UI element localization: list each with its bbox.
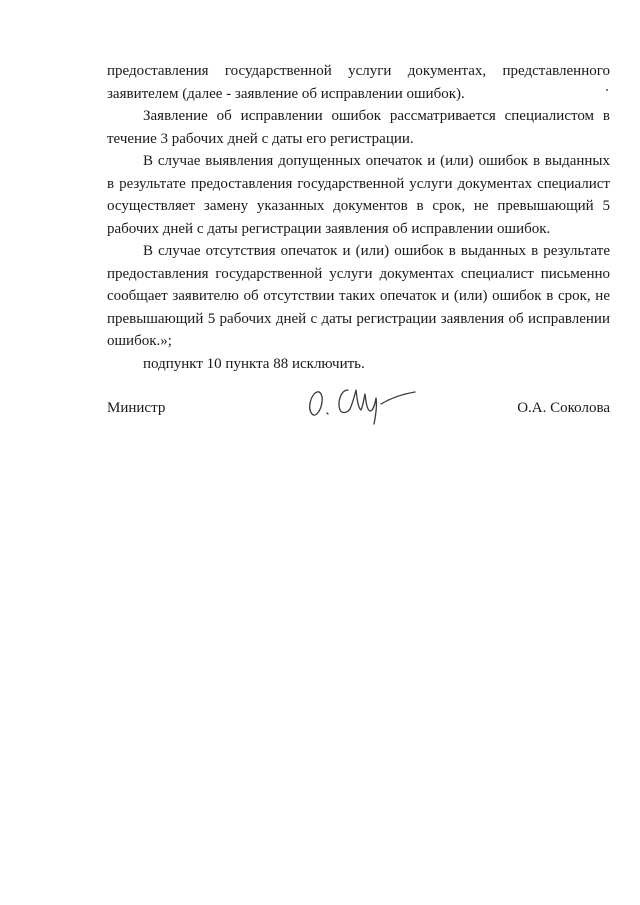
handwritten-signature [303,380,433,426]
signatory-title: Министр [107,400,166,416]
scan-speck [606,89,608,91]
paragraph-exclusion: подпункт 10 пункта 88 исключить. [143,355,365,372]
signature-block [107,380,610,430]
document-body [107,60,610,375]
signatory-name: О.А. Соколова [517,400,610,416]
paragraph-continuation: предоставления государственной услуги документах, представленного заявителем (далее - заявление об исправлении ошибок). [107,63,610,102]
paragraph-errors-found: В случае выявления допущенных опечаток и (или) ошибок в выданных в результате предоставления государственной услуги документах специалист осуществляет замену указанных документов в срок, не превышающий 5 рабочих дней с даты регистрации заявления об исправлении ошибок. [107,153,610,237]
paragraph-errors-absent: В случае отсутствия опечаток и (или) ошибок в выданных в результате предоставления государственной услуги документах специалист письменно сообщает заявителю об отсутствии таких опечаток и (или) ошибок в срок, не превышающий 5 рабочих дней с даты регистрации заявления об исправлении ошибок.»; [107,243,610,349]
paragraph-review-period: Заявление об исправлении ошибок рассматривается специалистом в течение 3 рабочих дней с даты его регистрации. [107,108,610,147]
